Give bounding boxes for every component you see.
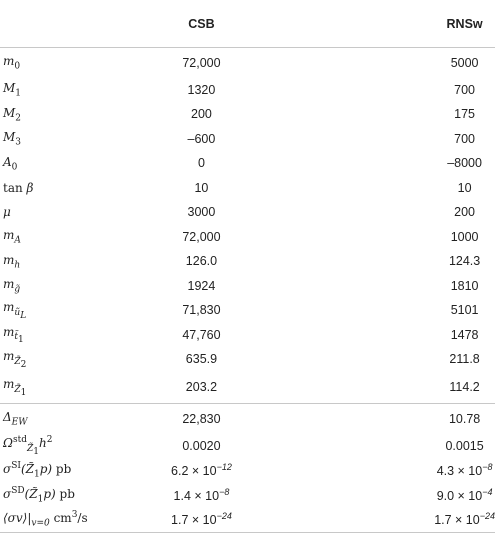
header-csb: CSB: [119, 0, 285, 48]
row-label: $\sigma^{SD}(Z̃_1p)$ pb: [3, 485, 75, 504]
header-rnsw: RNSw: [284, 0, 495, 48]
table-row: [0, 404, 495, 434]
table-row: [0, 347, 495, 372]
table-row: [0, 298, 495, 323]
rnsw-value: 114.2: [449, 380, 480, 395]
rnsw-value: 124.3: [448, 254, 481, 269]
csb-value: 72,000: [182, 55, 221, 70]
row-label: $\Omega^{std}_{Z̃_1}h^2$: [3, 435, 53, 457]
rnsw-value: $1.7 \times 10^{-24}$: [284, 507, 495, 532]
table-row: [0, 372, 495, 404]
rnsw-value: 700: [454, 131, 476, 146]
csb-value: 22,830: [119, 404, 285, 434]
csb-value: 1320: [187, 82, 216, 97]
table-row: [0, 78, 495, 103]
table-row: [0, 127, 495, 152]
rnsw-value: 1810: [450, 278, 479, 293]
rnsw-value: 175: [454, 107, 476, 122]
table-row: [0, 48, 495, 78]
rnsw-value: $4.3 \times 10^{-8}$: [436, 462, 493, 479]
csb-value: $1.4 \times 10^{-8}$: [173, 486, 230, 503]
table-row: [0, 323, 495, 348]
rnsw-value: 700: [454, 82, 476, 97]
csb-value: –600: [187, 131, 216, 146]
row-label: $⟨\sigma v⟩|_{v=0}$ $cm^3/s$: [0, 507, 119, 532]
csb-value: 3000: [187, 205, 216, 220]
csb-value: 200: [191, 107, 212, 122]
row-label: tan β: [3, 180, 34, 195]
table-row: [0, 434, 495, 459]
csb-value: 72,000: [182, 229, 221, 244]
row-label: $m_{g̃}$: [3, 277, 21, 295]
rnsw-value: 5000: [450, 55, 479, 70]
row-label: $m_h$: [3, 252, 21, 270]
table-row: [0, 200, 495, 225]
table-row: [0, 274, 495, 299]
table-row: [0, 176, 495, 201]
rnsw-value: 5101: [450, 303, 479, 318]
table-row: [0, 507, 495, 532]
row-label: $A_0$: [3, 154, 18, 172]
table-row: [0, 483, 495, 508]
row-label: $m_{Z̃_1}$: [3, 377, 27, 398]
csb-value: 126.0: [185, 254, 218, 269]
row-label: $m_{Z̃_2}$: [3, 349, 27, 370]
csb-value: 0: [197, 156, 205, 171]
csb-value: 203.2: [185, 380, 218, 395]
rnsw-value: 200: [454, 205, 476, 220]
row-label: $m_{ũ_L}$: [3, 300, 27, 321]
row-label: μ: [3, 205, 11, 220]
rnsw-value: 211.8: [449, 352, 480, 367]
rnsw-value: $9.0 \times 10^{-4}$: [436, 486, 493, 503]
row-label: $M_2$: [3, 105, 22, 123]
row-label: $\sigma^{SI}(Z̃_1p)$ pb: [3, 461, 72, 480]
row-label: $M_1$: [3, 81, 22, 99]
row-label: $\Delta_{EW}$: [0, 404, 119, 434]
table-row: [0, 102, 495, 127]
rnsw-value: –8000: [447, 156, 482, 171]
table-row: [0, 249, 495, 274]
table-row: [0, 225, 495, 250]
csb-value: 1924: [187, 278, 216, 293]
row-label: $m_A$: [3, 228, 21, 246]
csb-value: 71,830: [182, 303, 221, 318]
csb-value: $6.2 \times 10^{-12}$: [171, 462, 232, 479]
row-label: $m_{t̃_1}$: [3, 324, 24, 345]
rnsw-value: 0.0015: [445, 438, 484, 453]
csb-value: 635.9: [185, 352, 218, 367]
csb-value: 10: [194, 180, 209, 195]
rnsw-value: 1478: [450, 327, 479, 342]
header-row: [0, 0, 495, 48]
row-label: $M_3$: [3, 130, 22, 148]
table-row: [0, 458, 495, 483]
row-label: $m_0$: [3, 54, 21, 72]
header-label-column: [0, 0, 119, 48]
rnsw-value: 10.78: [284, 404, 495, 434]
rnsw-value: 1000: [450, 229, 479, 244]
rnsw-value: 10: [457, 180, 472, 195]
csb-value: 47,760: [182, 327, 221, 342]
csb-value: $1.7 \times 10^{-24}$: [119, 507, 285, 532]
table-row: [0, 151, 495, 176]
csb-value: 0.0020: [182, 438, 221, 453]
